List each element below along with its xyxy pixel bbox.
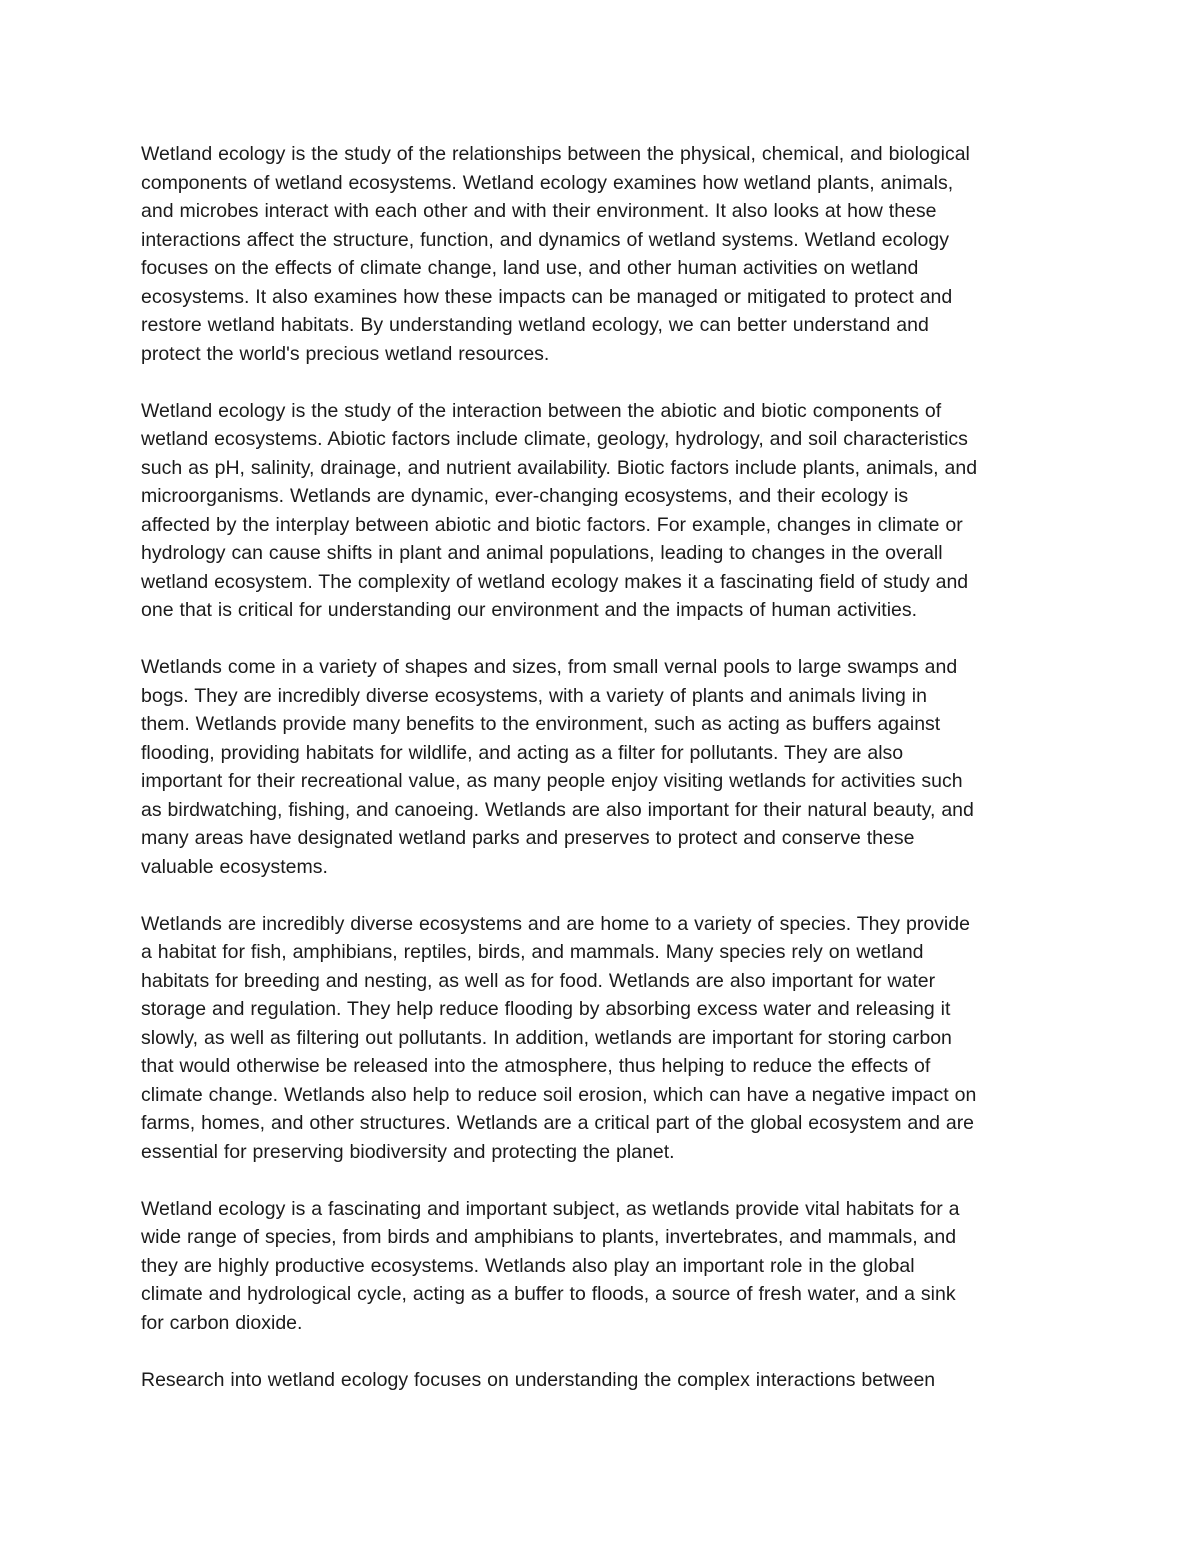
text-line: hydrology can cause shifts in plant and animal populations, leading to changes in the overall <box>141 542 943 564</box>
text-line: interactions affect the structure, function, and dynamics of wetland systems. Wetland ecology <box>141 228 949 251</box>
text-line: protect the world's precious wetland resources. <box>141 342 550 365</box>
text-line: wetland ecosystem. The complexity of wetland ecology makes it a fascinating field of study and <box>141 570 969 593</box>
text-line: them. Wetlands provide many benefits to the environment, such as acting as buffers against <box>141 713 941 735</box>
text-line: essential for preserving biodiversity and protecting the planet. <box>141 1140 675 1163</box>
text-line: focuses on the effects of climate change, land use, and other human activities on wetland <box>141 257 919 279</box>
text-line: one that is critical for understanding our environment and the impacts of human activities. <box>141 599 918 621</box>
text-line: and microbes interact with each other and with their environment. It also looks at how these <box>141 200 937 222</box>
text-line: they are highly productive ecosystems. Wetlands also play an important role in the global <box>141 1254 915 1277</box>
text-line: Wetlands come in a variety of shapes and sizes, from small vernal pools to large swamps and <box>141 656 958 678</box>
text-line: farms, homes, and other structures. Wetlands are a critical part of the global ecosystem and are <box>141 1112 975 1134</box>
text-line: important for their recreational value, as many people enjoy visiting wetlands for activities such <box>141 770 963 792</box>
text-line: wide range of species, from birds and amphibians to plants, invertebrates, and mammals, and <box>141 1226 957 1248</box>
text-line: affected by the interplay between abiotic and biotic factors. For example, changes in climate or <box>141 513 963 536</box>
paragraph-3 <box>141 653 1071 881</box>
paragraph-4 <box>141 910 1071 1167</box>
text-line: many areas have designated wetland parks and preserves to protect and conserve these <box>141 827 915 849</box>
text-line: a habitat for fish, amphibians, reptiles, birds, and mammals. Many species rely on wetland <box>141 941 924 963</box>
paragraph-5 <box>141 1195 1071 1338</box>
text-line: components of wetland ecosystems. Wetland ecology examines how wetland plants, animals, <box>141 171 954 194</box>
text-line: valuable ecosystems. <box>141 855 328 878</box>
text-line: Wetlands are incredibly diverse ecosystems and are home to a variety of species. They provide <box>141 912 970 935</box>
paragraph-1 <box>141 140 1071 368</box>
text-line: flooding, providing habitats for wildlife, and acting as a filter for pollutants. They are also <box>141 741 904 764</box>
text-line: climate change. Wetlands also help to reduce soil erosion, which can have a negative impact on <box>141 1083 977 1106</box>
text-line: for carbon dioxide. <box>141 1311 303 1334</box>
text-line: storage and regulation. They help reduce flooding by absorbing excess water and releasing it <box>141 998 951 1020</box>
document-body <box>141 140 1071 1423</box>
text-line: ecosystems. It also examines how these impacts can be managed or mitigated to protect and <box>141 285 953 308</box>
text-line: climate and hydrological cycle, acting as a buffer to floods, a source of fresh water, and a sink <box>141 1283 956 1305</box>
text-line: restore wetland habitats. By understanding wetland ecology, we can better understand and <box>141 314 929 336</box>
text-line: bogs. They are incredibly diverse ecosystems, with a variety of plants and animals living in <box>141 684 927 707</box>
text-line: habitats for breeding and nesting, as well as for food. Wetlands are also important for water <box>141 969 936 992</box>
paragraph-2 <box>141 397 1071 625</box>
text-line: that would otherwise be released into the atmosphere, thus helping to reduce the effects of <box>141 1055 931 1077</box>
text-line: Wetland ecology is a fascinating and important subject, as wetlands provide vital habitats for a <box>141 1197 960 1220</box>
text-line: microorganisms. Wetlands are dynamic, ever-changing ecosystems, and their ecology is <box>141 485 909 507</box>
text-line: Wetland ecology is the study of the relationships between the physical, chemical, and biological <box>141 143 970 165</box>
text-line: slowly, as well as filtering out pollutants. In addition, wetlands are important for storing carbon <box>141 1026 952 1049</box>
paragraph-6 <box>141 1366 1071 1395</box>
text-line: wetland ecosystems. Abiotic factors include climate, geology, hydrology, and soil characteristics <box>141 428 968 450</box>
text-line: Research into wetland ecology focuses on understanding the complex interactions between <box>141 1368 936 1391</box>
text-line: Wetland ecology is the study of the interaction between the abiotic and biotic components of <box>141 399 942 422</box>
text-line: such as pH, salinity, drainage, and nutrient availability. Biotic factors include plants, animals, and <box>141 456 978 479</box>
text-line: as birdwatching, fishing, and canoeing. Wetlands are also important for their natural beauty, and <box>141 798 974 821</box>
